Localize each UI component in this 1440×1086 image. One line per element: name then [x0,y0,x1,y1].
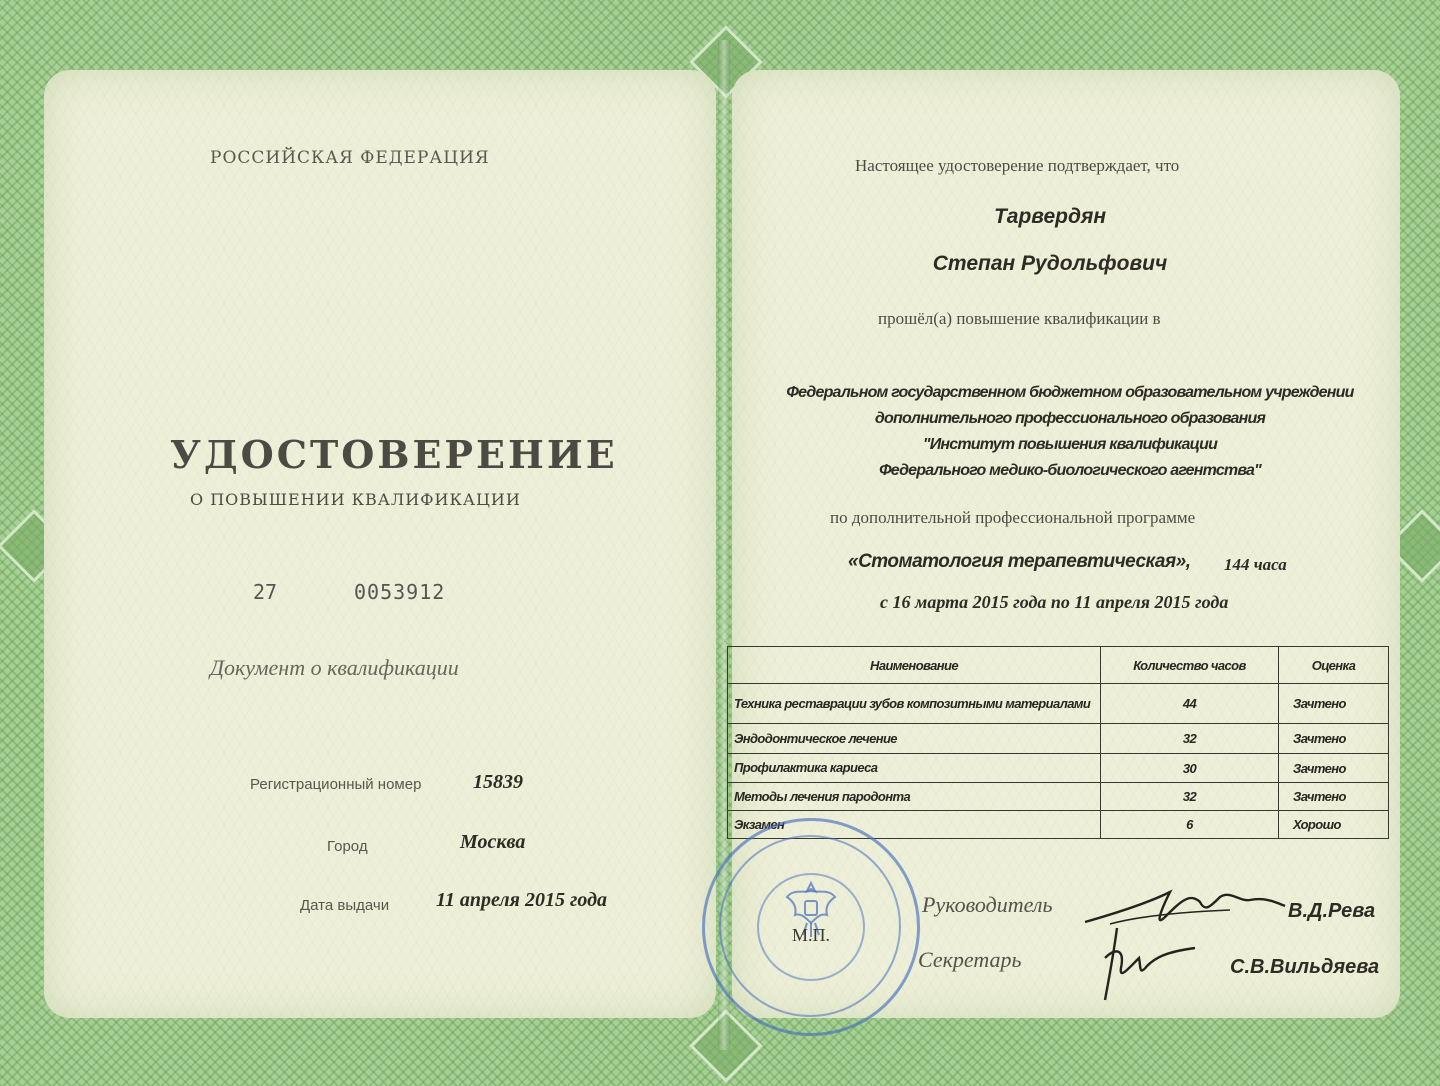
registration-label: Регистрационный номер [250,776,422,793]
issue-date-label: Дата выдачи [300,897,390,914]
hours-cell: 32 [1101,724,1279,754]
city-value: Москва [460,831,526,853]
left-page [44,70,716,1018]
document-subtitle: О ПОВЫШЕНИИ КВАЛИФИКАЦИИ [190,490,521,509]
holder-name: Степан Рудольфович [932,252,1168,275]
hours-cell: 44 [1101,684,1279,724]
secretary-name: С.В.Вильдяева [1230,956,1380,978]
table-row [728,754,1389,783]
city-label: Город [327,838,368,855]
subject-cell: Методы лечения пародонта [728,783,1101,811]
program-period: с 16 марта 2015 года по 11 апреля 2015 года [880,592,1229,612]
subject-cell: Экзамен [728,811,1101,839]
institution-line-4: Федерального медико-биологического агентства" [879,462,1261,479]
document-type: Документ о квалификации [210,655,459,680]
header-grade: Оценка [1279,647,1389,684]
document-title: УДОСТОВЕРЕНИЕ [170,432,618,477]
table-header-row [728,647,1389,684]
country-heading: РОССИЙСКАЯ ФЕДЕРАЦИЯ [210,148,490,168]
document-number: 0053912 [354,580,446,604]
program-hours: 144 часа [1224,555,1287,574]
secretary-label: Секретарь [918,947,1022,972]
grades-table [727,646,1389,839]
passed-text: прошёл(а) повышение квалификации в [878,309,1161,328]
program-name: «Стоматология терапевтическая», [848,551,1191,572]
grade-cell: Хорошо [1279,811,1389,839]
subject-cell: Техника реставрации зубов композитными материалами [728,684,1101,724]
hours-cell: 32 [1101,783,1279,811]
header-subject: Наименование [728,647,1101,684]
grade-cell: Зачтено [1279,724,1389,754]
holder-surname: Тарвердян [993,205,1107,228]
head-name: В.Д.Рева [1288,900,1376,922]
table-row [728,684,1389,724]
institution-line-3: "Институт повышения квалификации [922,436,1218,453]
subject-cell: Эндодонтическое лечение [728,724,1101,754]
grade-cell: Зачтено [1279,684,1389,724]
header-hours: Количество часов [1101,647,1279,684]
head-label: Руководитель [922,892,1053,917]
hours-cell: 6 [1101,811,1279,839]
secretary-signature-icon [1095,918,1205,1008]
intro-text: Настоящее удостоверение подтверждает, что [855,156,1180,175]
document-series: 27 [253,580,278,604]
program-label: по дополнительной профессиональной программе [830,508,1196,527]
grade-cell: Зачтено [1279,783,1389,811]
grade-cell: Зачтено [1279,754,1389,783]
subject-cell: Профилактика кариеса [728,754,1101,783]
table-row [728,724,1389,754]
hours-cell: 30 [1101,754,1279,783]
registration-value: 15839 [473,771,523,793]
issue-date-value: 11 апреля 2015 года [436,889,608,911]
institution-line-2: дополнительного профессионального образования [874,410,1266,427]
table-row [728,783,1389,811]
stamp-mark: М.П. [792,925,831,945]
institution-line-1: Федеральном государственном бюджетном образовательном учреждении [786,384,1354,401]
